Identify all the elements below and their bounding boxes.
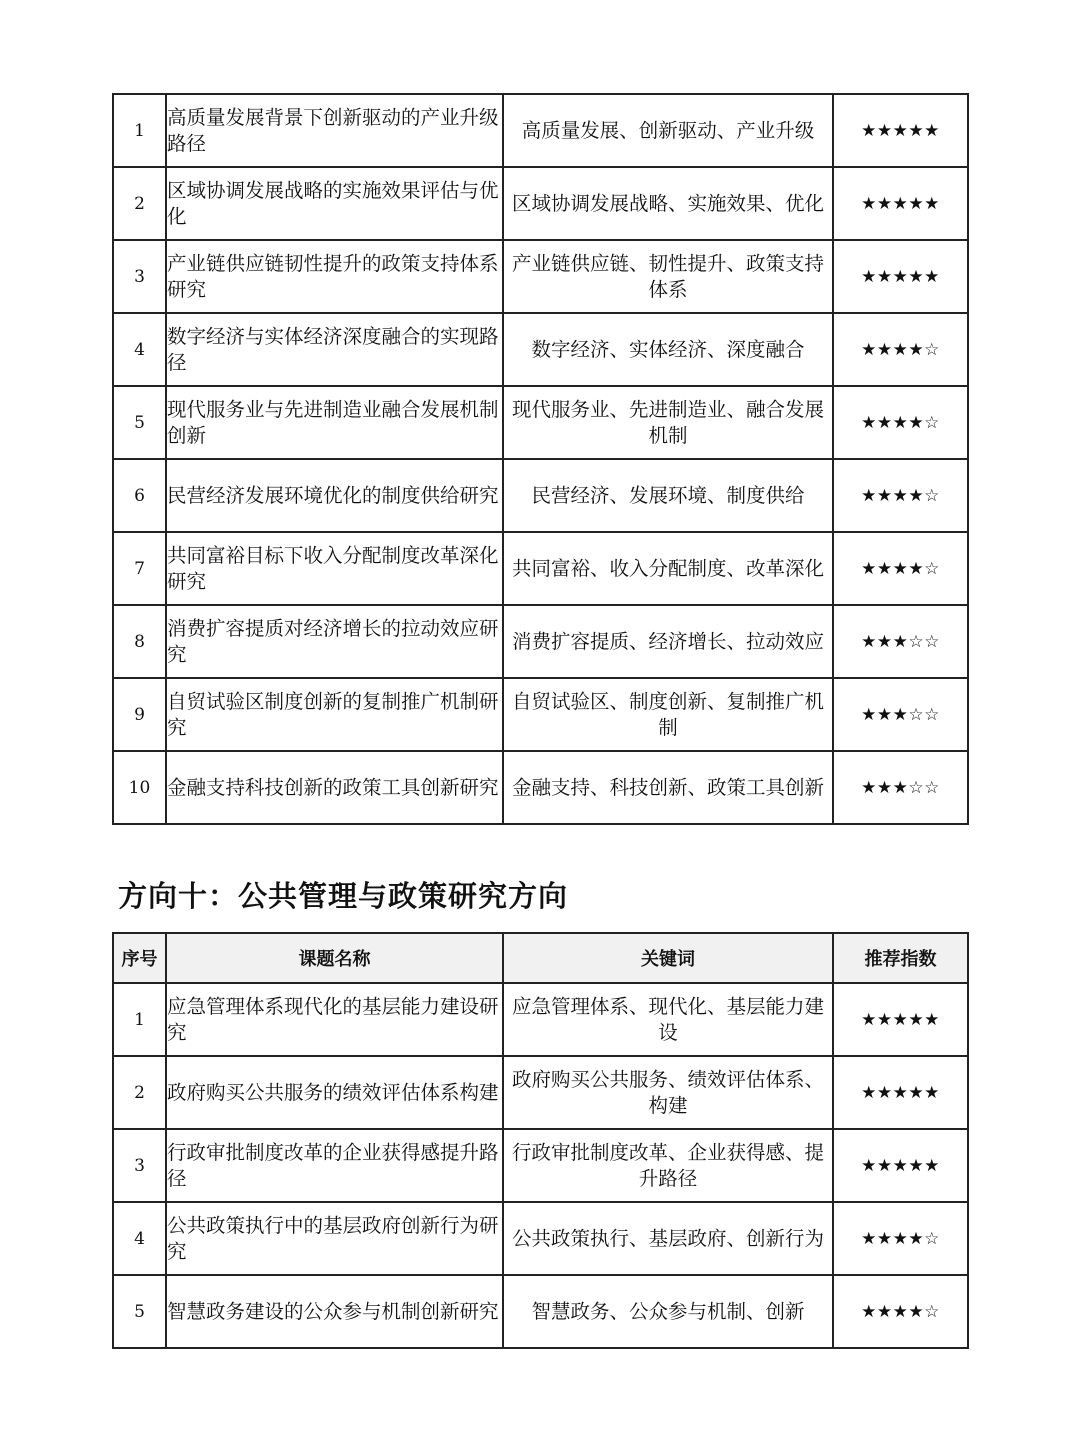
topic-keywords: 民营经济、发展环境、制度供给 xyxy=(503,459,833,532)
recommendation-rating: ★★★★☆ xyxy=(833,532,968,605)
topic-title: 自贸试验区制度创新的复制推广机制研究 xyxy=(166,678,503,751)
row-index: 6 xyxy=(113,459,166,532)
recommendation-rating: ★★★★☆ xyxy=(833,459,968,532)
table-row xyxy=(113,532,968,605)
topic-title: 产业链供应链韧性提升的政策支持体系研究 xyxy=(166,240,503,313)
row-index: 9 xyxy=(113,678,166,751)
row-index: 5 xyxy=(113,386,166,459)
topic-title: 公共政策执行中的基层政府创新行为研究 xyxy=(166,1202,503,1275)
table-row xyxy=(113,1129,968,1202)
topic-keywords: 产业链供应链、韧性提升、政策支持体系 xyxy=(503,240,833,313)
topic-title: 消费扩容提质对经济增长的拉动效应研究 xyxy=(166,605,503,678)
topic-keywords: 自贸试验区、制度创新、复制推广机制 xyxy=(503,678,833,751)
table-row xyxy=(113,386,968,459)
recommendation-rating: ★★★★☆ xyxy=(833,386,968,459)
row-index: 3 xyxy=(113,1129,166,1202)
table-row xyxy=(113,94,968,167)
recommendation-rating: ★★★☆☆ xyxy=(833,751,968,824)
topic-keywords: 金融支持、科技创新、政策工具创新 xyxy=(503,751,833,824)
topic-title: 民营经济发展环境优化的制度供给研究 xyxy=(166,459,503,532)
table-row xyxy=(113,983,968,1056)
topic-keywords: 数字经济、实体经济、深度融合 xyxy=(503,313,833,386)
recommendation-rating: ★★★★★ xyxy=(833,1129,968,1202)
topic-keywords: 区域协调发展战略、实施效果、优化 xyxy=(503,167,833,240)
topic-title: 高质量发展背景下创新驱动的产业升级路径 xyxy=(166,94,503,167)
column-header-title: 课题名称 xyxy=(166,933,503,983)
topic-title: 智慧政务建设的公众参与机制创新研究 xyxy=(166,1275,503,1348)
topic-keywords: 共同富裕、收入分配制度、改革深化 xyxy=(503,532,833,605)
table-row xyxy=(113,1056,968,1129)
table-row xyxy=(113,1202,968,1275)
recommendation-rating: ★★★★☆ xyxy=(833,313,968,386)
row-index: 3 xyxy=(113,240,166,313)
topic-keywords: 智慧政务、公众参与机制、创新 xyxy=(503,1275,833,1348)
row-index: 7 xyxy=(113,532,166,605)
row-index: 1 xyxy=(113,94,166,167)
row-index: 10 xyxy=(113,751,166,824)
row-index: 4 xyxy=(113,1202,166,1275)
topic-title: 数字经济与实体经济深度融合的实现路径 xyxy=(166,313,503,386)
row-index: 2 xyxy=(113,1056,166,1129)
table-header-row xyxy=(113,933,968,983)
table-row xyxy=(113,751,968,824)
table-row xyxy=(113,313,968,386)
row-index: 2 xyxy=(113,167,166,240)
topic-table-economy xyxy=(112,93,969,825)
column-header-keywords: 关键词 xyxy=(503,933,833,983)
topic-keywords: 现代服务业、先进制造业、融合发展机制 xyxy=(503,386,833,459)
table-body xyxy=(113,94,968,824)
topic-title: 共同富裕目标下收入分配制度改革深化研究 xyxy=(166,532,503,605)
topic-keywords: 高质量发展、创新驱动、产业升级 xyxy=(503,94,833,167)
topic-title: 政府购买公共服务的绩效评估体系构建 xyxy=(166,1056,503,1129)
section-heading: 方向十：公共管理与政策研究方向 xyxy=(118,879,569,913)
table-row xyxy=(113,605,968,678)
topic-keywords: 行政审批制度改革、企业获得感、提升路径 xyxy=(503,1129,833,1202)
topic-keywords: 应急管理体系、现代化、基层能力建设 xyxy=(503,983,833,1056)
column-header-rating: 推荐指数 xyxy=(833,933,968,983)
recommendation-rating: ★★★★☆ xyxy=(833,1275,968,1348)
table-row xyxy=(113,1275,968,1348)
recommendation-rating: ★★★★★ xyxy=(833,167,968,240)
topic-title: 应急管理体系现代化的基层能力建设研究 xyxy=(166,983,503,1056)
table-header xyxy=(113,933,968,983)
row-index: 4 xyxy=(113,313,166,386)
table-row xyxy=(113,459,968,532)
topic-title: 行政审批制度改革的企业获得感提升路径 xyxy=(166,1129,503,1202)
topic-keywords: 政府购买公共服务、绩效评估体系、构建 xyxy=(503,1056,833,1129)
recommendation-rating: ★★★★☆ xyxy=(833,1202,968,1275)
table-body xyxy=(113,983,968,1348)
recommendation-rating: ★★★★★ xyxy=(833,240,968,313)
recommendation-rating: ★★★☆☆ xyxy=(833,605,968,678)
topic-table-public-management xyxy=(112,932,969,1349)
row-index: 5 xyxy=(113,1275,166,1348)
topic-title: 区域协调发展战略的实施效果评估与优化 xyxy=(166,167,503,240)
recommendation-rating: ★★★★★ xyxy=(833,983,968,1056)
table-row xyxy=(113,240,968,313)
recommendation-rating: ★★★★★ xyxy=(833,1056,968,1129)
table-row xyxy=(113,678,968,751)
recommendation-rating: ★★★☆☆ xyxy=(833,678,968,751)
topic-keywords: 消费扩容提质、经济增长、拉动效应 xyxy=(503,605,833,678)
recommendation-rating: ★★★★★ xyxy=(833,94,968,167)
row-index: 1 xyxy=(113,983,166,1056)
topic-title: 现代服务业与先进制造业融合发展机制创新 xyxy=(166,386,503,459)
column-header-index: 序号 xyxy=(113,933,166,983)
topic-keywords: 公共政策执行、基层政府、创新行为 xyxy=(503,1202,833,1275)
topic-title: 金融支持科技创新的政策工具创新研究 xyxy=(166,751,503,824)
table-row xyxy=(113,167,968,240)
row-index: 8 xyxy=(113,605,166,678)
